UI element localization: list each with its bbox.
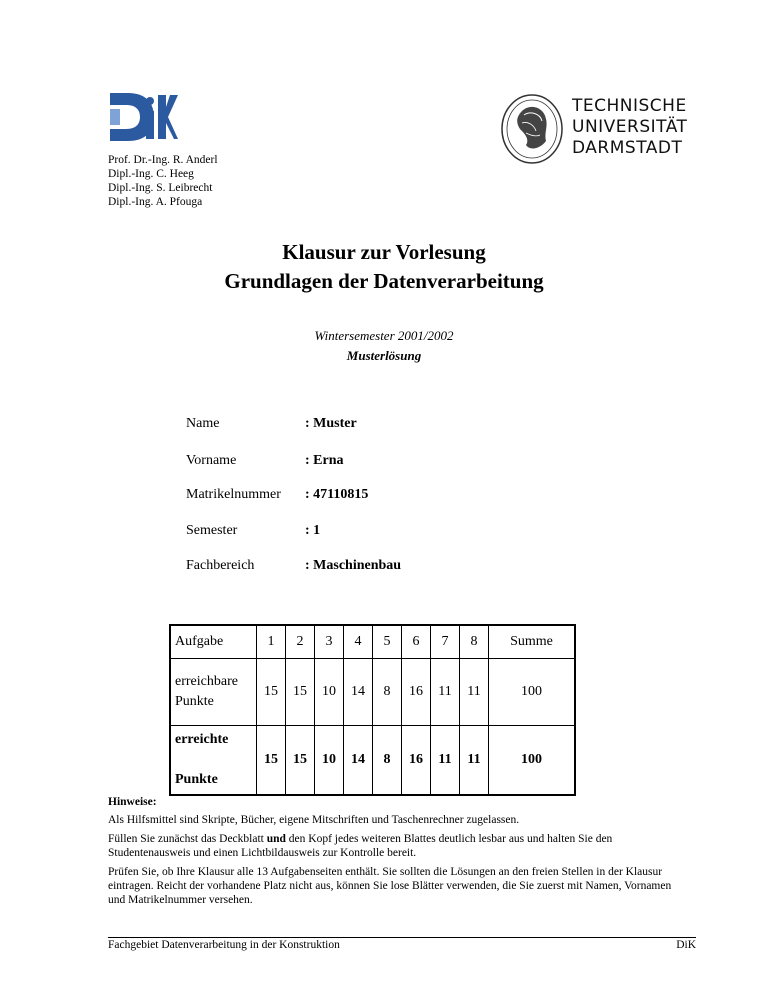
info-value: : 47110815 [305,487,369,502]
notes-paragraph: Als Hilfsmittel sind Skripte, Bücher, eigene Mitschriften und Taschenrechner zugelassen. [108,814,520,826]
staff-list [108,153,218,209]
table-cell: 16 [402,659,431,726]
staff-member: Prof. Dr.-Ing. R. Anderl [108,154,218,166]
table-header-cell: 1 [257,625,286,659]
table-header-row [170,625,575,659]
row-label-line: Punkte [175,694,214,709]
solution-label: Musterlösung [346,348,422,363]
exam-subtitle [0,326,768,366]
info-value: : 1 [305,523,321,538]
university-name [572,96,687,159]
table-cell: 15 [286,726,315,796]
info-value: : Erna [305,453,344,468]
table-cell: 14 [344,659,373,726]
table-cell: 11 [460,659,489,726]
exam-title-line1: Klausur zur Vorlesung [282,240,486,264]
exam-title [0,238,768,296]
table-cell: 10 [315,726,344,796]
notes-heading: Hinweise: [108,796,157,808]
info-label: Semester [186,523,238,538]
table-cell: 100 [489,659,576,726]
info-value: : Maschinenbau [305,558,402,573]
info-value: : Muster [305,416,357,431]
staff-member: Dipl.-Ing. S. Leibrecht [108,182,213,194]
table-cell: 100 [489,726,576,796]
row-label [170,659,257,726]
notes-text: Füllen Sie zunächst das Deckblatt [108,833,267,845]
footer-department: Fachgebiet Datenverarbeitung in der Konstruktion [108,939,340,951]
semester-label: Wintersemester 2001/2002 [314,328,454,343]
table-header-cell: 5 [373,625,402,659]
table-header-cell: Summe [489,625,576,659]
table-cell: 15 [257,726,286,796]
table-cell: 10 [315,659,344,726]
table-cell: 16 [402,726,431,796]
row-label-line: erreichbare [175,674,238,689]
info-label: Matrikelnummer [186,487,281,502]
table-cell: 11 [431,659,460,726]
table-row-achieved-points [170,726,575,796]
table-cell: 15 [286,659,315,726]
row-label [170,726,257,796]
table-header-cell: 4 [344,625,373,659]
dik-logo [106,89,178,145]
table-cell: 8 [373,726,402,796]
exam-title-line2: Grundlagen der Datenverarbeitung [224,269,544,293]
notes-emphasis: und [266,833,286,845]
notes-text: den Kopf jedes weiteren Blattes deutlich lesbar aus und halten Sie den Studentenausweis und einen Lichtbildausweis zur Kontrolle bereit. [108,833,613,859]
row-label-line: Punkte [175,772,218,787]
university-name-line: DARMSTADT [572,138,683,158]
info-label: Name [186,416,220,431]
table-header-cell: 8 [460,625,489,659]
footer-divider [108,937,696,938]
table-header-cell: 2 [286,625,315,659]
university-name-line: UNIVERSITÄT [572,117,688,137]
staff-member: Dipl.-Ing. C. Heeg [108,168,194,180]
table-header-cell: 3 [315,625,344,659]
table-header-cell: 6 [402,625,431,659]
staff-member: Dipl.-Ing. A. Pfouga [108,196,203,208]
row-label-line: erreichte [175,732,229,747]
table-cell: 8 [373,659,402,726]
score-table [169,624,576,796]
university-name-line: TECHNISCHE [572,96,687,116]
university-seal-icon [500,93,564,165]
table-header-cell: Aufgabe [170,625,257,659]
table-cell: 14 [344,726,373,796]
table-cell: 11 [431,726,460,796]
footer-abbreviation: DiK [676,939,696,951]
table-header-cell: 7 [431,625,460,659]
info-label: Vorname [186,453,237,468]
table-row-max-points [170,659,575,726]
notes-paragraph: Prüfen Sie, ob Ihre Klausur alle 13 Aufgabenseiten enthält. Sie sollten die Lösungen an den freien Stellen in der Klausur eintragen. Reicht der vorhandene Platz nicht aus, können Sie lose Blätter verwenden, die Sie zuerst mit Namen, Vornamen und Matrikelnummer versehen. [108,866,672,906]
notes-paragraph [108,832,688,860]
table-cell: 15 [257,659,286,726]
notes-section [108,795,688,912]
info-label: Fachbereich [186,558,255,573]
table-cell: 11 [460,726,489,796]
